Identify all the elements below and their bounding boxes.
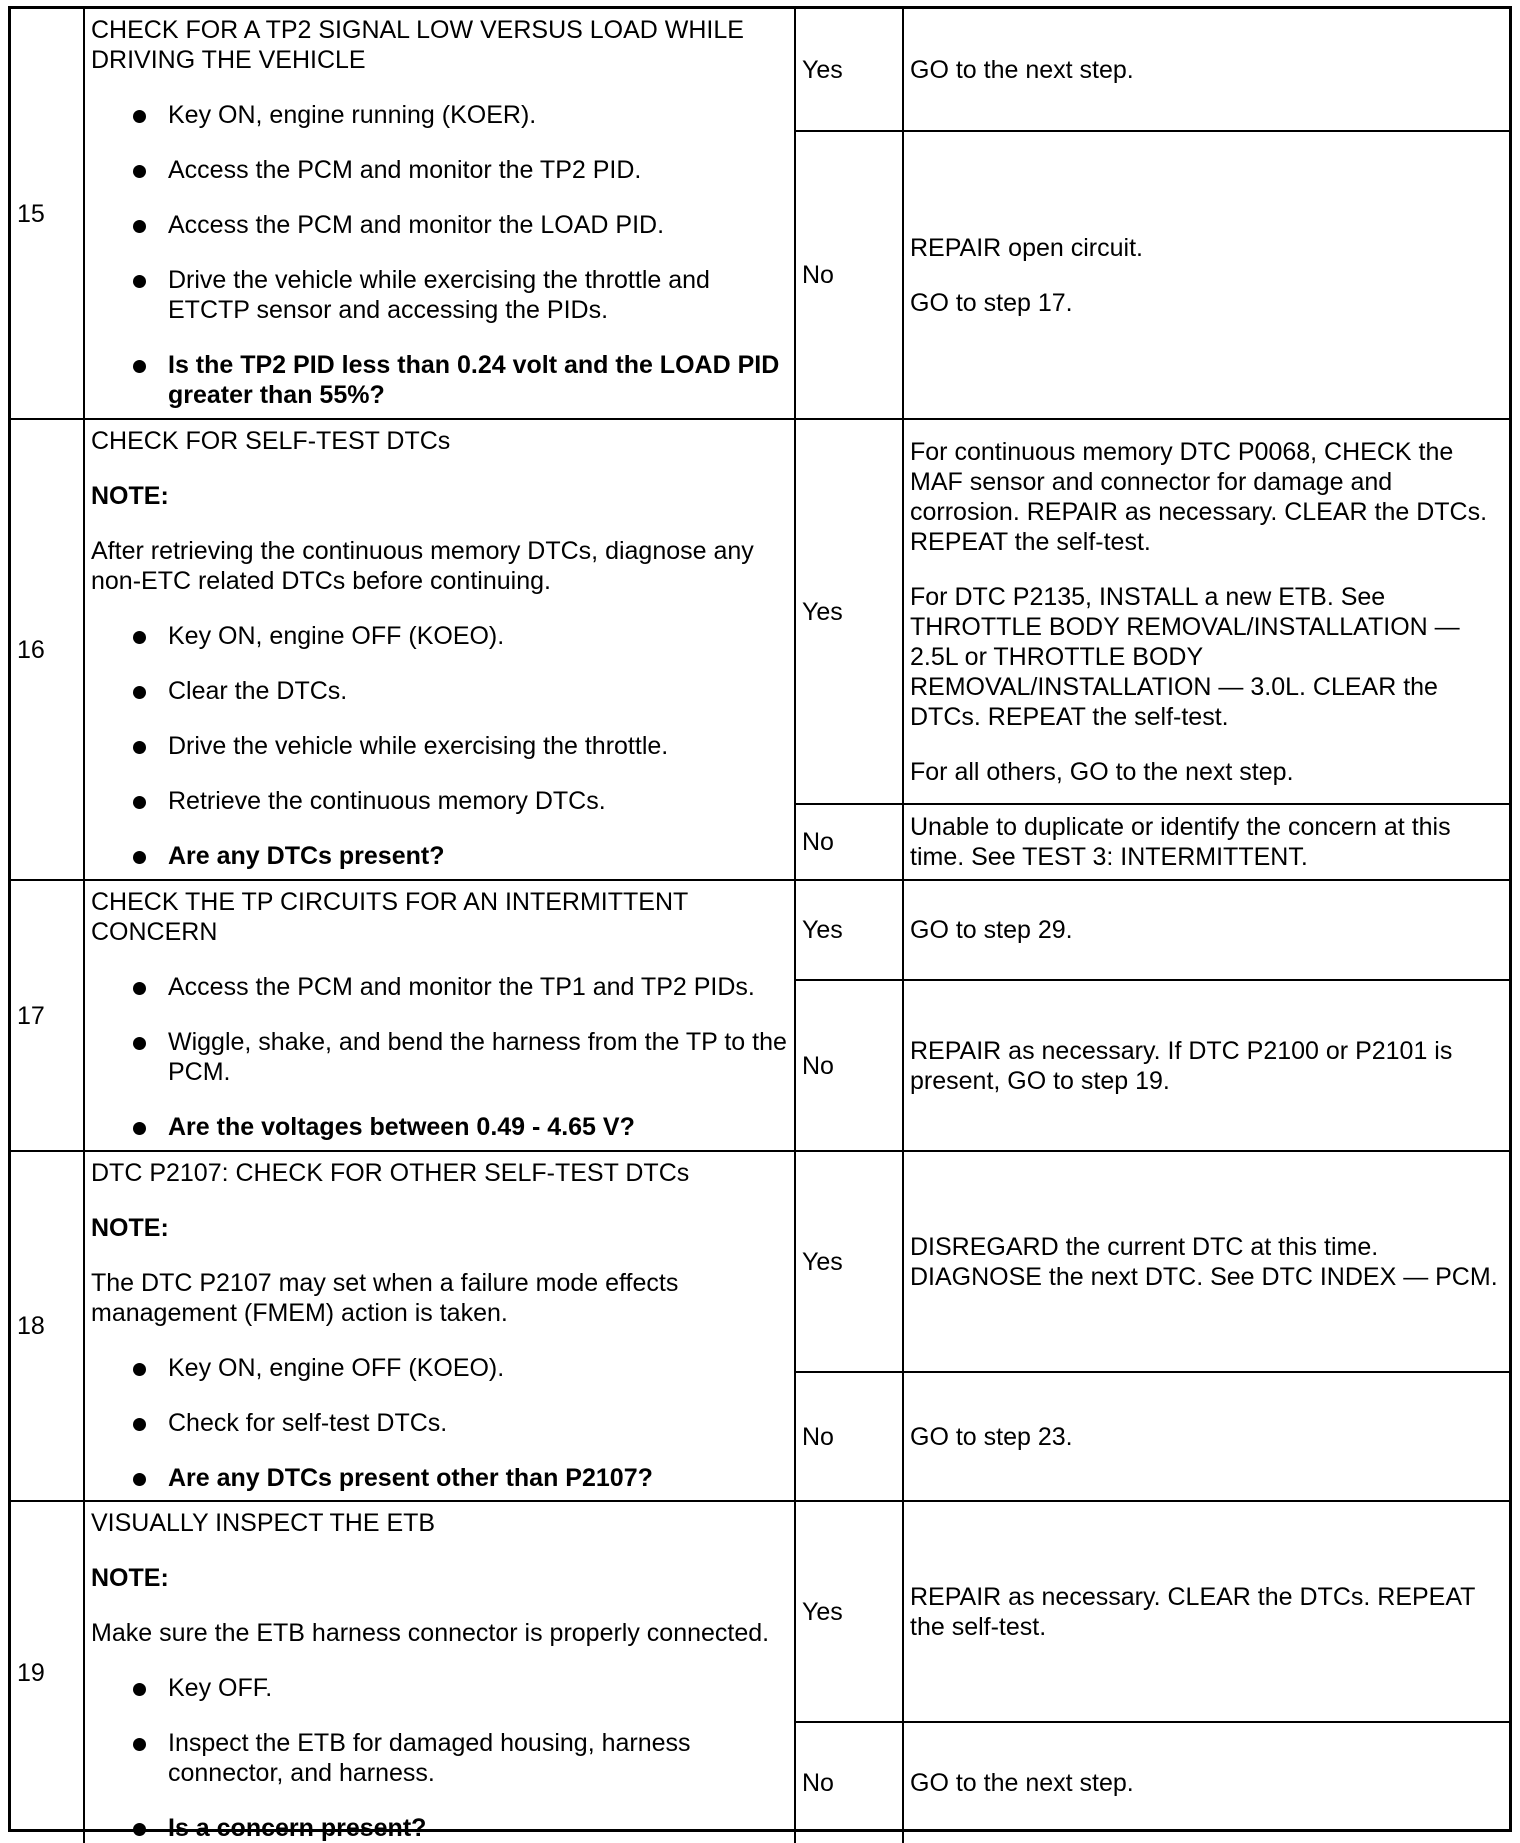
table-row xyxy=(11,9,1509,420)
no-label: No xyxy=(796,1723,904,1843)
bullet-icon xyxy=(133,982,146,995)
yes-action: For continuous memory DTC P0068, CHECK the MAF sensor and connector for damage and corrosion. REPAIR as necessary. CLEAR the DTCs. REPEAT the self-test. For DTC P2135, INSTALL a new ETB. See THROTTLE BODY REMOVAL/INSTALLATION — 2.5L or THROTTLE BODY REMOVAL/INSTALLATION — 3.0L. CLEAR the DTCs. REPEAT the self-test. For all others, GO to the next step. xyxy=(910,437,1488,786)
result-cell xyxy=(796,1152,1509,1500)
list-item: Access the PCM and monitor the TP1 and TP2 PIDs. xyxy=(91,972,788,1002)
table-row xyxy=(11,420,1509,881)
note-text: Make sure the ETB harness connector is properly connected. xyxy=(91,1619,770,1647)
yes-label: Yes xyxy=(796,881,904,979)
bullet-icon xyxy=(133,796,146,809)
list-item: Access the PCM and monitor the LOAD PID. xyxy=(91,210,788,240)
yes-label: Yes xyxy=(796,1502,904,1721)
list-item: Key ON, engine running (KOER). xyxy=(91,100,788,130)
bullet-icon xyxy=(133,1122,146,1135)
action-list xyxy=(91,621,788,871)
result-no xyxy=(796,803,1509,879)
bullet-icon xyxy=(133,1738,146,1751)
bullet-icon xyxy=(133,631,146,644)
bullet-icon xyxy=(133,1473,146,1486)
list-item: Check for self-test DTCs. xyxy=(91,1408,788,1438)
action-cell xyxy=(85,9,796,418)
action-cell xyxy=(85,1502,796,1843)
list-item: Key OFF. xyxy=(91,1673,788,1703)
yes-label: Yes xyxy=(796,9,904,130)
yes-action: GO to the next step. xyxy=(910,55,1134,84)
no-action: Unable to duplicate or identify the concern at this time. See TEST 3: INTERMITTENT. xyxy=(910,813,1451,871)
no-action: REPAIR open circuit. GO to step 17. xyxy=(910,233,1143,317)
bullet-icon xyxy=(133,1363,146,1376)
bullet-icon xyxy=(133,1418,146,1431)
table-row xyxy=(11,1502,1509,1842)
diagnostic-table xyxy=(8,6,1512,1842)
bullet-icon xyxy=(133,851,146,864)
result-yes xyxy=(796,9,1509,130)
question-item: Are any DTCs present other than P2107? xyxy=(91,1463,788,1493)
action-list xyxy=(91,972,788,1142)
bullet-icon xyxy=(133,1037,146,1050)
action-list xyxy=(91,100,788,410)
bullet-icon xyxy=(133,275,146,288)
result-yes xyxy=(796,881,1509,979)
bullet-icon xyxy=(133,165,146,178)
result-no xyxy=(796,1721,1509,1843)
bullet-icon xyxy=(133,220,146,233)
result-no xyxy=(796,979,1509,1150)
note-text: After retrieving the continuous memory DTCs, diagnose any non-ETC related DTCs before continuing. xyxy=(91,537,754,595)
no-action: GO to the next step. xyxy=(910,1769,1134,1797)
list-item: Retrieve the continuous memory DTCs. xyxy=(91,786,788,816)
bullet-icon xyxy=(133,741,146,754)
no-action: GO to step 23. xyxy=(910,1422,1073,1451)
step-title: CHECK FOR A TP2 SIGNAL LOW VERSUS LOAD WHILE DRIVING THE VEHICLE xyxy=(91,16,744,74)
result-cell xyxy=(796,420,1509,879)
bullet-icon xyxy=(133,110,146,123)
list-item: Drive the vehicle while exercising the throttle. xyxy=(91,731,788,761)
step-title: CHECK THE TP CIRCUITS FOR AN INTERMITTENT CONCERN xyxy=(91,888,688,946)
question-item: Are the voltages between 0.49 - 4.65 V? xyxy=(91,1112,788,1142)
yes-action: DISREGARD the current DTC at this time. DIAGNOSE the next DTC. See DTC INDEX — PCM. xyxy=(910,1232,1498,1291)
list-item: Wiggle, shake, and bend the harness from the TP to the PCM. xyxy=(91,1027,788,1087)
list-item: Drive the vehicle while exercising the throttle and ETCTP sensor and accessing the PIDs. xyxy=(91,265,788,325)
no-action: REPAIR as necessary. If DTC P2100 or P2101 is present, GO to step 19. xyxy=(910,1036,1453,1095)
result-no xyxy=(796,130,1509,418)
list-item: Access the PCM and monitor the TP2 PID. xyxy=(91,155,788,185)
question-item: Is the TP2 PID less than 0.24 volt and the LOAD PID greater than 55%? xyxy=(91,350,788,410)
result-cell xyxy=(796,1502,1509,1843)
list-item: Key ON, engine OFF (KOEO). xyxy=(91,1353,788,1383)
note-text: The DTC P2107 may set when a failure mode effects management (FMEM) action is taken. xyxy=(91,1269,679,1327)
yes-label: Yes xyxy=(796,420,904,803)
note-label: NOTE: xyxy=(91,1214,169,1242)
action-cell xyxy=(85,420,796,879)
step-number: 17 xyxy=(11,881,85,1150)
yes-action: GO to step 29. xyxy=(910,916,1073,944)
step-number: 18 xyxy=(11,1152,85,1500)
bullet-icon xyxy=(133,360,146,373)
result-cell xyxy=(796,9,1509,418)
question-item: Is a concern present? xyxy=(91,1813,788,1843)
list-item: Clear the DTCs. xyxy=(91,676,788,706)
question-item: Are any DTCs present? xyxy=(91,841,788,871)
result-cell xyxy=(796,881,1509,1150)
result-yes xyxy=(796,1152,1509,1371)
bullet-icon xyxy=(133,686,146,699)
result-yes xyxy=(796,420,1509,803)
step-number: 16 xyxy=(11,420,85,879)
step-title: DTC P2107: CHECK FOR OTHER SELF-TEST DTCs xyxy=(91,1159,690,1187)
action-cell xyxy=(85,881,796,1150)
table-row xyxy=(11,1152,1509,1502)
note-label: NOTE: xyxy=(91,1564,169,1592)
action-list xyxy=(91,1673,788,1843)
table-row xyxy=(11,881,1509,1152)
no-label: No xyxy=(796,805,904,879)
bullet-icon xyxy=(133,1823,146,1836)
note-label: NOTE: xyxy=(91,482,169,510)
yes-action: REPAIR as necessary. CLEAR the DTCs. REPEAT the self-test. xyxy=(910,1582,1475,1641)
step-number: 19 xyxy=(11,1502,85,1843)
bullet-icon xyxy=(133,1683,146,1696)
no-label: No xyxy=(796,132,904,418)
yes-label: Yes xyxy=(796,1152,904,1371)
action-list xyxy=(91,1353,788,1493)
result-yes xyxy=(796,1502,1509,1721)
step-title: CHECK FOR SELF-TEST DTCs xyxy=(91,427,451,455)
step-title: VISUALLY INSPECT THE ETB xyxy=(91,1509,436,1537)
step-number: 15 xyxy=(11,9,85,418)
action-cell xyxy=(85,1152,796,1500)
list-item: Inspect the ETB for damaged housing, harness connector, and harness. xyxy=(91,1728,788,1788)
result-no xyxy=(796,1371,1509,1500)
no-label: No xyxy=(796,981,904,1150)
list-item: Key ON, engine OFF (KOEO). xyxy=(91,621,788,651)
no-label: No xyxy=(796,1373,904,1500)
